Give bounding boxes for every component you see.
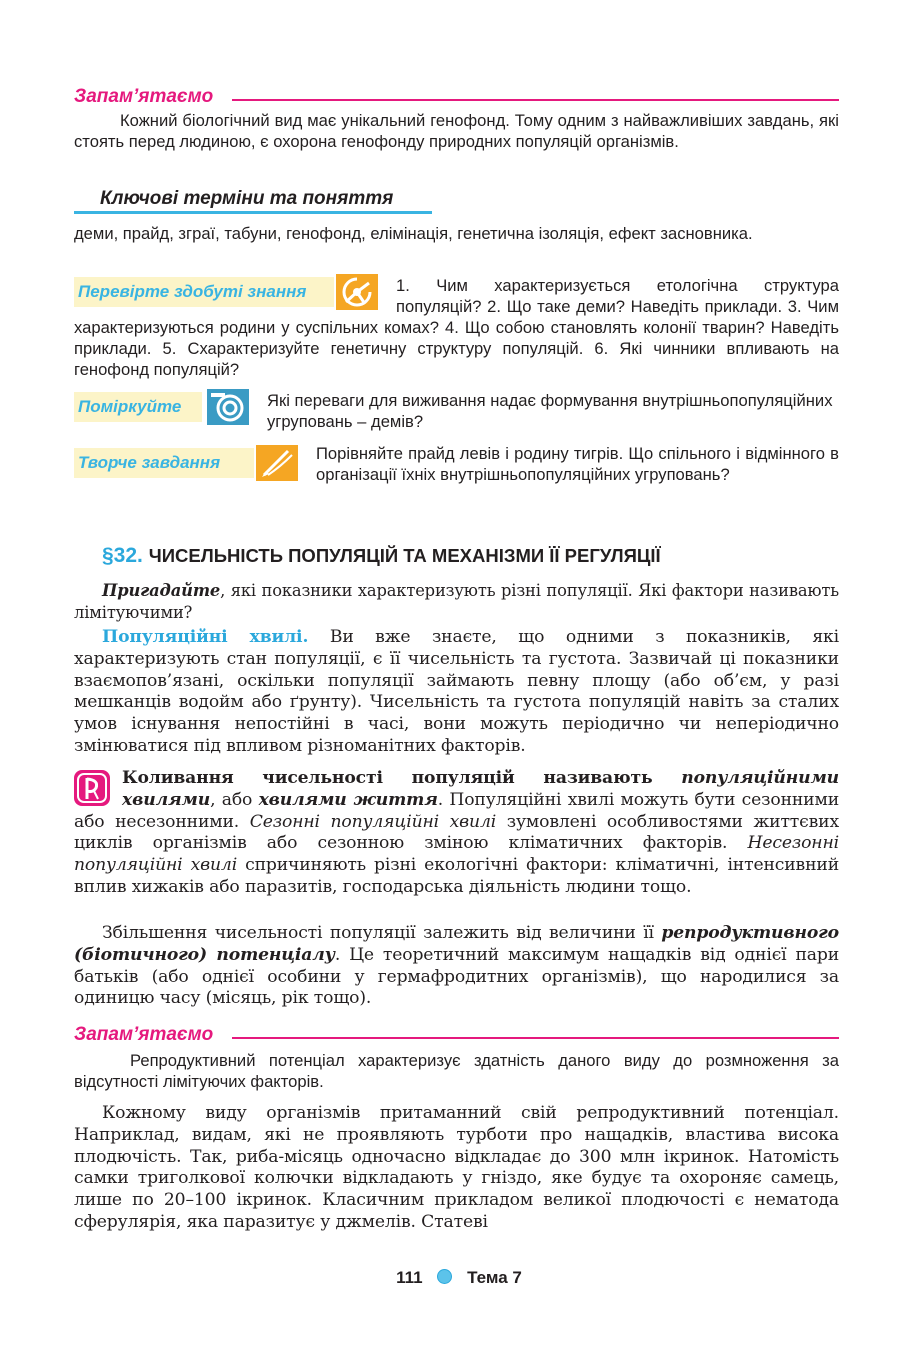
waves-paragraph (74, 627, 839, 758)
definition-text: . Популяційні хвилі можуть бути сезонними або несезонними. (74, 789, 840, 832)
term-seasonal-waves: Сезонні популяційні хвилі (249, 811, 497, 832)
waves-heading: Популяційні хвилі. (102, 627, 309, 647)
footer-dot (437, 1269, 452, 1284)
final-paragraph: Кожному виду організмів притаманний свій репродуктивний потенціал. Наприклад, видам, які не проявляють турботи про нащадків, властива висока плодючість. Так, риба-місяць одночасно відкладає до 300 млн ікринок. Натомість самки триголкової колючки відкладають у гніздо, яке будує та охороняє самець, лише по 20–100 ікринок. Класичним прикладом великої плодючості є нематода сферулярія, яка паразитує у джмелів. Статеві (74, 1103, 839, 1232)
recall-lead: Пригадайте (102, 581, 221, 600)
think-text: Які переваги для виживання надає формування внутрішньопопуляційних угруповань – демів? (267, 391, 833, 431)
target-icon (207, 389, 249, 425)
key-terms-underline (74, 211, 432, 214)
creative-text-body: Порівняйте прайд левів і родину тигрів. Що спільного і відмінного в організації їхніх внутрішньопопуляційних угруповань? (316, 444, 839, 484)
check-knowledge-badge: Перевірте здобуті знання (74, 277, 334, 307)
definition-text: спричиняють різні екологічні фактори: кліматичні, інтенсивний вплив хижаків або паразитів, господарська діяльність людини тощо. (74, 855, 840, 897)
page-footer (0, 1268, 918, 1288)
definition-text: зумовлені особливостями життєвих циклів організмів або сезонною зміною кліматичних факторів. (74, 811, 840, 854)
remember-rule (232, 1037, 839, 1039)
check-questions (74, 275, 839, 380)
remember-header-2 (74, 1024, 839, 1048)
growth-paragraph (74, 923, 839, 1010)
definition-text: , або (210, 789, 259, 810)
section-number: §32. (102, 544, 143, 567)
growth-text: Збільшення чисельності популяції залежить від величини її (102, 923, 662, 943)
term-reproductive-potential: репродуктивного (біотичного) потенціалу (74, 923, 839, 965)
remember-rule (232, 99, 839, 101)
creative-badge: Творче завдання (74, 448, 254, 478)
term-life-waves: хвилями життя (258, 789, 438, 810)
definition-lead: Коливання чисельності популяцій називають (122, 768, 682, 788)
check-questions-text: 1. Чим характеризується етологічна структура популяцій? 2. Що таке деми? Наведіть приклади. 3. Чим характеризуються родини у суспільних комах? 4. Що собою становлять колонії тварин? Наведіть приклади. 5. Схарактеризуйте генетичну структуру популяцій. 6. Які чинники впливають на генофонд популяцій? (74, 276, 839, 379)
waves-text: Ви вже знаєте, що одними з показників, які характеризують стан популяції, є її чисельність та густота. Зазвичай ці показники взаємопов’язані, оскільки популяції займають певну площу (або об’єм, у разі мешканців водойм або ґрунту). Чисельність та густота популяцій навіть за сталих умов існування непостійні в часі, вони можуть періодично чи неперіодично змінюватися під впливом різноманітних факторів. (74, 627, 839, 756)
remember-title: Запам’ятаємо (74, 86, 221, 108)
definition-paragraph (74, 768, 839, 899)
page-number: 111 (396, 1268, 423, 1287)
key-terms-title: Ключові терміни та поняття (100, 188, 394, 209)
term-population-waves: популяційними хвилями (122, 768, 839, 810)
creative-text (74, 443, 839, 485)
recall-text: , які показники характеризують різні популяції. Які фактори називають лімітуючими? (74, 581, 839, 622)
remember-text-1: Кожний біологічний вид має унікальний генофонд. Тому одним з найважливіших завдань, які стоять перед людиною, є охорона генофонду природних популяцій організмів. (74, 111, 839, 151)
remember-title: Запам’ятаємо (74, 1024, 221, 1046)
section-heading (102, 544, 661, 568)
remember-text-2: Репродуктивний потенціал характеризує здатність даного виду до розмноження за відсутності лімітуючих факторів. (74, 1051, 839, 1091)
remember-header-1 (74, 86, 839, 110)
key-terms-text: деми, прайд, зграї, табуни, генофонд, елімінація, генетична ізоляція, ефект засновника. (74, 224, 753, 243)
recall-paragraph (74, 580, 839, 623)
section-title: ЧИСЕЛЬНІСТЬ ПОПУЛЯЦІЙ ТА МЕХАНІЗМИ ЇЇ РЕГУЛЯЦІЇ (148, 545, 661, 566)
term-nonseasonal-waves: Несезонні популяційні хвилі (74, 833, 839, 876)
growth-text: . Це теоретичний максимум нащадків від однієї пари батьків (або однієї особини у гермафродитних організмів), що народилися за одиницю часу (місяць, рік тощо). (74, 944, 840, 1009)
think-badge: Поміркуйте (74, 392, 202, 422)
topic-label: Тема 7 (467, 1268, 522, 1287)
